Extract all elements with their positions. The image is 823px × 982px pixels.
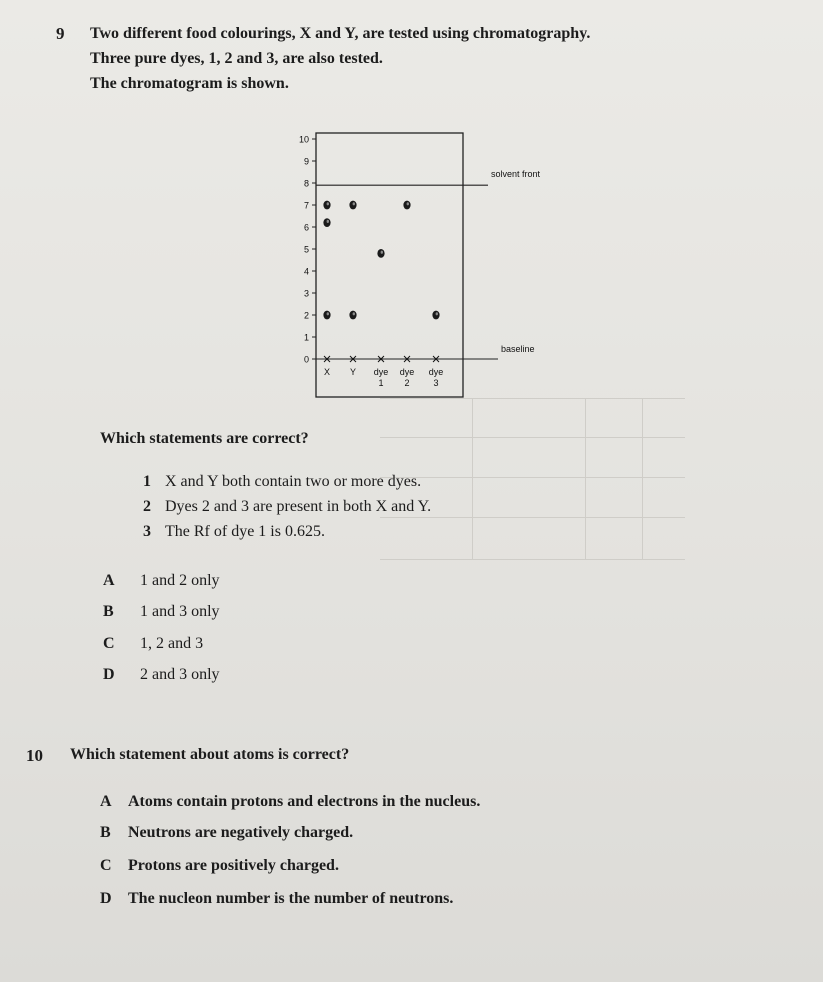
column-sublabel: 3 [433, 378, 439, 388]
q9-option-c-letter[interactable]: C [103, 635, 115, 652]
q9-option-a-text[interactable]: 1 and 2 only [140, 572, 220, 589]
statement-2-text: Dyes 2 and 3 are present in both X and Y. [165, 498, 432, 515]
dye-spot [323, 201, 330, 210]
paper-strip-outline [316, 133, 463, 397]
question-9-prompt: Which statements are correct? [100, 430, 309, 447]
statement-1-number: 1 [143, 473, 151, 490]
q9-option-d-text[interactable]: 2 and 3 only [140, 666, 220, 683]
dye-spot [432, 311, 439, 320]
question-10-number: 10 [26, 746, 43, 765]
dye-spot [349, 201, 356, 210]
y-tick-label: 6 [303, 222, 309, 233]
show-through-table [380, 398, 685, 560]
question-9-number: 9 [56, 24, 65, 43]
dye-spot-highlight [327, 220, 329, 223]
column-label: Y [349, 367, 357, 377]
y-tick-label: 0 [303, 354, 309, 365]
q9-option-b-text[interactable]: 1 and 3 only [140, 603, 220, 620]
statement-3-text: The Rf of dye 1 is 0.625. [165, 523, 325, 540]
q9-option-b-letter[interactable]: B [103, 603, 114, 620]
dye-spot-highlight [327, 202, 329, 205]
q9-option-a-letter[interactable]: A [103, 572, 115, 589]
q10-option-a-text[interactable]: Atoms contain protons and electrons in the nucleus. [128, 793, 481, 810]
dye-spot-highlight [381, 251, 383, 254]
column-label: dye [399, 367, 415, 377]
q10-option-a-letter[interactable]: A [100, 793, 112, 810]
question-9-line3: The chromatogram is shown. [90, 75, 289, 92]
q10-option-c-letter[interactable]: C [100, 857, 112, 874]
y-tick-label: 1 [303, 332, 309, 343]
statement-1-text: X and Y both contain two or more dyes. [165, 473, 422, 490]
dye-spot [323, 218, 330, 227]
dye-spot [323, 311, 330, 320]
y-tick-label: 7 [303, 200, 309, 211]
dye-spot-highlight [353, 202, 355, 205]
y-tick-label: 2 [303, 310, 309, 321]
dye-spot-highlight [327, 312, 329, 315]
chromatogram-svg [280, 120, 550, 405]
q10-option-b-letter[interactable]: B [100, 824, 111, 841]
dye-spot-highlight [353, 312, 355, 315]
q10-option-b-text[interactable]: Neutrons are negatively charged. [128, 824, 354, 841]
column-sublabel: 1 [378, 378, 384, 388]
q9-option-c-text[interactable]: 1, 2 and 3 [140, 635, 204, 652]
y-tick-label: 5 [303, 244, 309, 255]
dye-spot [403, 201, 410, 210]
y-tick-label: 3 [303, 288, 309, 299]
q10-option-c-text[interactable]: Protons are positively charged. [128, 857, 339, 874]
q10-option-d-text[interactable]: The nucleon number is the number of neutrons. [128, 890, 454, 907]
y-tick-label: 10 [298, 134, 309, 145]
statement-2-number: 2 [143, 498, 151, 515]
y-tick-label: 8 [303, 178, 309, 189]
statement-3-number: 3 [143, 523, 151, 540]
dye-spot-highlight [407, 202, 409, 205]
q9-option-d-letter[interactable]: D [103, 666, 115, 683]
column-label: X [323, 367, 331, 377]
dye-spot-highlight [436, 312, 438, 315]
question-9-line2: Three pure dyes, 1, 2 and 3, are also tested. [90, 50, 383, 67]
q10-option-d-letter[interactable]: D [100, 890, 112, 907]
chromatogram [280, 120, 550, 405]
baseline-label: baseline [501, 344, 535, 354]
column-label: dye [373, 367, 389, 377]
column-label: dye [428, 367, 444, 377]
question-9-intro: Two different food colourings, X and Y, are tested using chromatography. [90, 25, 591, 42]
dye-spot [349, 311, 356, 320]
solvent-front-label: solvent front [491, 169, 541, 180]
dye-spot [377, 249, 384, 258]
y-tick-label: 9 [303, 156, 309, 167]
question-10-prompt: Which statement about atoms is correct? [70, 746, 350, 763]
y-tick-label: 4 [303, 266, 309, 277]
column-sublabel: 2 [404, 378, 410, 388]
